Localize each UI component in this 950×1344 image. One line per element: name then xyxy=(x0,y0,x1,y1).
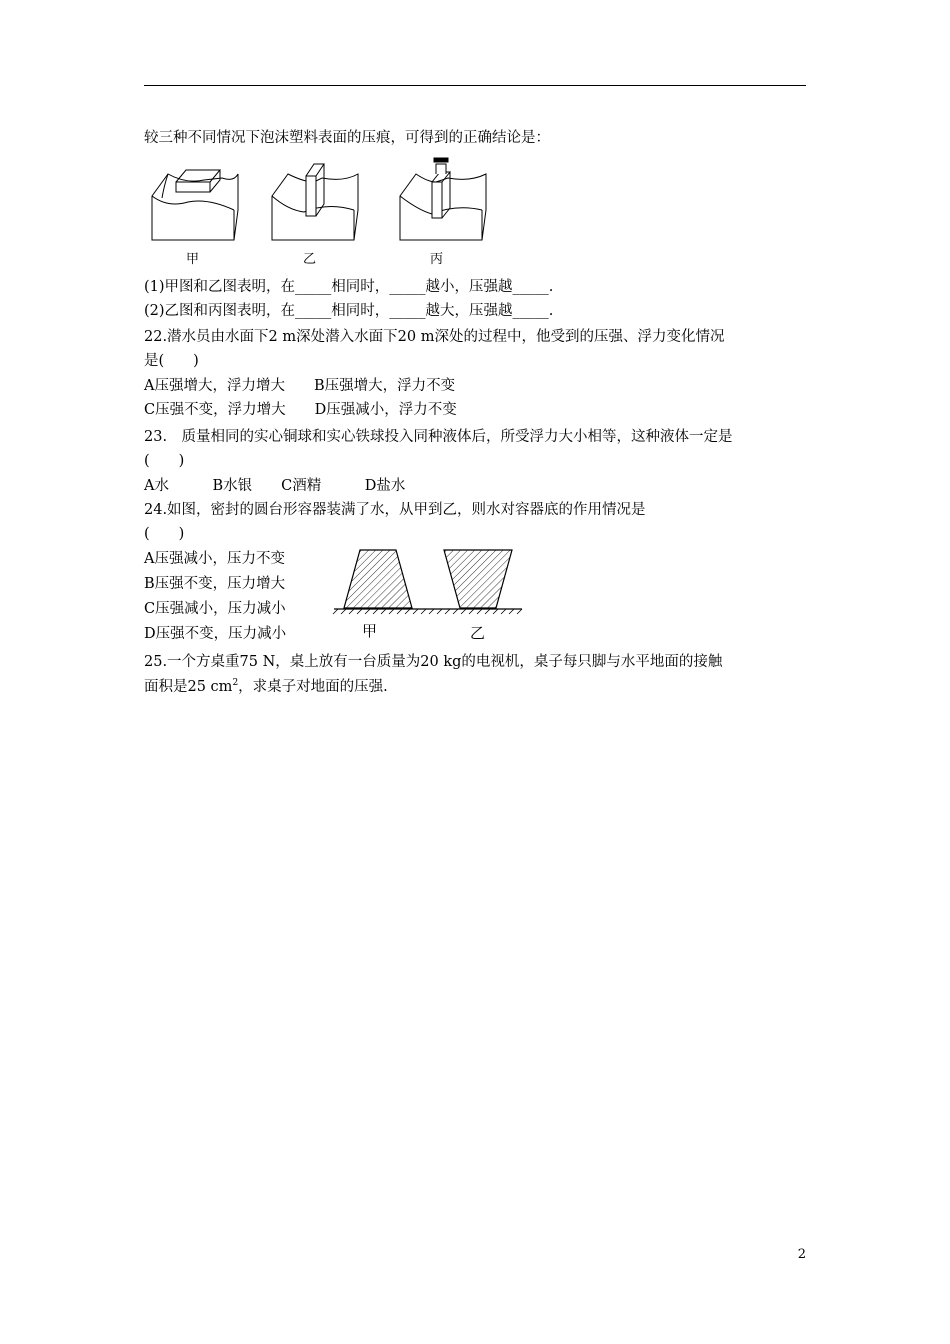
q22-stem-cont: 是( ) xyxy=(144,353,199,369)
q25-stem-cont xyxy=(144,677,388,697)
intro-line: 较三种不同情况下泡沫塑料表面的压痕，可得到的正确结论是： xyxy=(144,130,550,146)
fig1-caption-jia: 甲 xyxy=(186,252,200,267)
page-number: 2 xyxy=(797,1247,806,1262)
q25-area-text: 面积是25 cm xyxy=(144,679,233,695)
q24-option-c: C压强减小，压力减小 xyxy=(144,601,286,617)
q24-option-a: A压强减小，压力不变 xyxy=(144,551,285,567)
foam-pressure-figure xyxy=(148,152,488,242)
q24-option-b: B压强不变，压力增大 xyxy=(144,576,286,592)
frustum-container-figure xyxy=(330,546,526,620)
q25-superscript: 2 xyxy=(232,678,239,689)
header-rule xyxy=(144,85,806,86)
q23-stem-cont: ( ) xyxy=(144,453,185,469)
q24-stem-cont: ( ) xyxy=(144,526,185,542)
fig1-caption-yi: 乙 xyxy=(303,252,317,267)
q23-stem: 23. 质量相同的实心铜球和实心铁球投入同种液体后，所受浮力大小相等，这种液体一定是 xyxy=(144,429,733,445)
fig2-caption-jia: 甲 xyxy=(362,622,378,640)
q22-stem: 22.潜水员由水面下2 m深处潜入水面下20 m深处的过程中，他受到的压强、浮力变化情况 xyxy=(144,329,725,345)
q25-stem: 25.一个方桌重75 N，桌上放有一台质量为20 kg的电视机，桌子每只脚与水平地面的接触 xyxy=(144,654,723,670)
q23-options: A水 B水银 C酒精 D盐水 xyxy=(144,478,406,494)
q21-part1: (1)甲图和乙图表明，在_____相同时，_____越小，压强越_____. xyxy=(144,279,554,295)
q24-stem: 24.如图，密封的圆台形容器装满了水，从甲到乙，则水对容器底的作用情况是 xyxy=(144,502,646,518)
q22-options-cd: C压强不变，浮力增大 D压强减小，浮力不变 xyxy=(144,402,457,418)
q22-options-ab: A压强增大，浮力增大 B压强增大，浮力不变 xyxy=(144,378,456,394)
fig1-caption-bing: 丙 xyxy=(430,252,444,267)
fig2-caption-yi: 乙 xyxy=(470,624,486,642)
q25-question-text: ，求桌子对地面的压强. xyxy=(238,679,388,695)
q24-option-d: D压强不变，压力减小 xyxy=(144,626,287,642)
q21-part2: (2)乙图和丙图表明，在_____相同时，_____越大，压强越_____. xyxy=(144,303,554,319)
